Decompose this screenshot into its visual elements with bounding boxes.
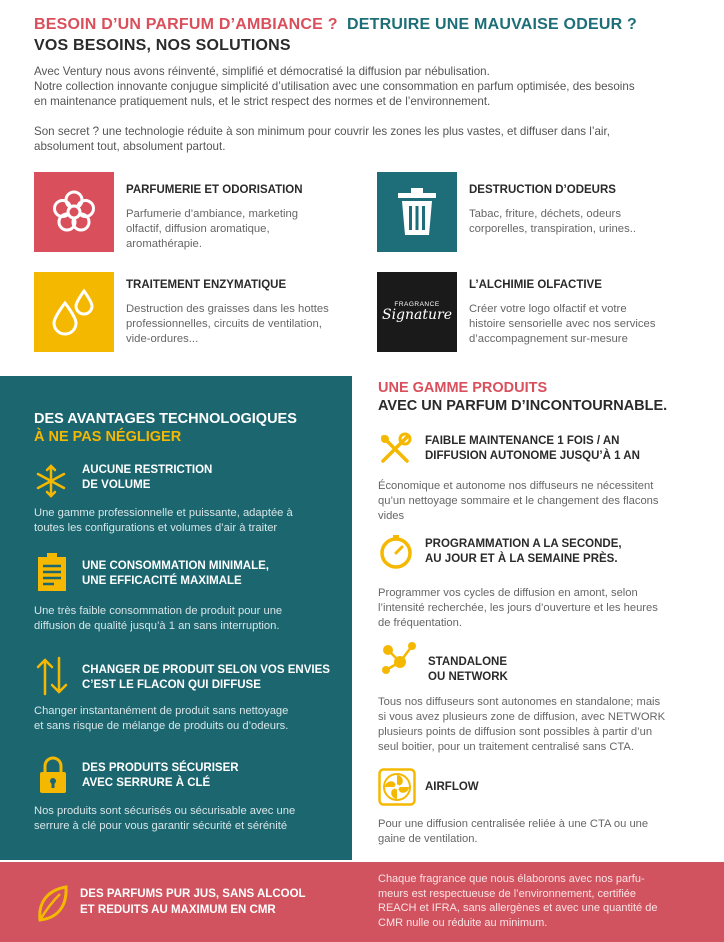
expand-arrows-icon <box>34 464 68 498</box>
timer-icon <box>378 534 414 570</box>
adv-lock-title: DES PRODUITS SÉCURISER AVEC SERRURE À CLÉ <box>82 762 239 789</box>
page-subtitle: VOS BESOINS, NOS SOLUTIONS <box>34 37 291 54</box>
battery-document-icon <box>36 552 68 592</box>
range-heading <box>378 379 667 415</box>
feature-enzymatic: TRAITEMENT ENZYMATIQUE Destruction des graisses dans les hottes professionnelles, circuits de ventilation, vide-ordures... <box>126 279 329 345</box>
tools-icon <box>378 432 412 466</box>
range-programming-title: PROGRAMMATION A LA SECONDE, AU JOUR ET À LA SEMAINE PRÈS. <box>425 538 622 565</box>
footer-banner <box>0 862 724 942</box>
feature-perfumery: PARFUMERIE ET ODORISATION Parfumerie d’ambiance, marketing olfactif, diffusion aromatique, aromathérapie. <box>126 184 303 250</box>
range-airflow-title: AIRFLOW <box>425 781 479 793</box>
adv-consumption-desc: Une très faible consommation de produit pour une diffusion de qualité jusqu’à 1 an sans interruption. <box>34 605 283 632</box>
range-network-desc: Tous nos diffuseurs sont autonomes en standalone; mais si vous avez plusieurs zone de diffusion, avec NETWORK plusieurs points de diffusion sont possibles à partir d’un seul boitier, pour un traitement centralisé sans CTA. <box>378 696 666 753</box>
range-subtitle: AVEC UN PARFUM D’INCONTOURNABLE. <box>378 398 668 414</box>
trash-icon-tile <box>377 172 457 252</box>
adv-change-desc: Changer instantanément de produit sans nettoyage et sans risque de mélange de produits ou d’odeurs. <box>34 705 289 732</box>
lock-icon <box>38 756 68 794</box>
network-icon <box>378 640 420 676</box>
flower-icon-tile <box>34 172 114 252</box>
advantages-title: DES AVANTAGES TECHNOLOGIQUES <box>34 411 297 427</box>
range-airflow-desc: Pour une diffusion centralisée reliée à une CTA ou une gaine de ventilation. <box>378 818 649 845</box>
swap-arrows-icon <box>34 656 70 696</box>
flower-icon <box>49 187 99 237</box>
fan-icon <box>378 768 416 806</box>
feature-odor-destruction: DESTRUCTION D’ODEURS Tabac, friture, déchets, odeurs corporelles, transpiration, urines.. <box>469 184 637 235</box>
title-part-1: BESOIN D’UN PARFUM D’AMBIANCE ? <box>34 16 338 33</box>
footer-desc: Chaque fragrance que nous élaborons avec nos parfu- meurs est respectueuse de l’environnement, certifiée REACH et IFRA, sans allergènes et avec une quantité de CMR nulle ou réduite au minimum. <box>378 873 658 929</box>
range-programming-desc: Programmer vos cycles de diffusion en amont, selon l’intensité recherchée, les jours d’ouverture et les heures de fréquentation. <box>378 587 658 629</box>
title-part-2: DETRUIRE UNE MAUVAISE ODEUR ? <box>346 16 637 33</box>
adv-volume-desc: Une gamme professionnelle et puissante, adaptée à toutes les configurations et volumes d’air à traiter <box>34 507 293 534</box>
fragrance-signature-logo <box>377 272 457 352</box>
drops-icon-tile <box>34 272 114 352</box>
footer-title: DES PARFUMS PUR JUS, SANS ALCOOL ET REDUITS AU MAXIMUM EN CMR <box>80 888 306 916</box>
adv-lock-desc: Nos produits sont sécurisés ou sécurisable avec une serrure à clé pour vous garantir sécurité et sérénité <box>34 805 296 832</box>
trash-icon <box>394 187 440 237</box>
advantages-subtitle: À NE PAS NÉGLIGER <box>34 429 182 445</box>
adv-change-title: CHANGER DE PRODUIT SELON VOS ENVIES C’EST LE FLACON QUI DIFFUSE <box>82 664 330 691</box>
logo-line-1: FRAGRANCE <box>394 301 440 308</box>
adv-volume-title: AUCUNE RESTRICTION DE VOLUME <box>82 464 213 491</box>
advantages-panel <box>0 376 352 860</box>
range-network-title: STANDALONE OU NETWORK <box>428 656 508 683</box>
intro-text: Avec Ventury nous avons réinventé, simplifié et démocratisé la diffusion par nébulisation. Notre collection innovante conjugue simplicité d’utilisation avec une consommation en parfum optimisée, des besoins en maintenance pratiquement nuls, et le strict respect des normes et de l’environnement. Son secret ? une technologie réduite à son minimum pour couvrir les zones les plus vastes, et diffuser dans l’air, absolument tout, absolument partout. <box>34 65 635 153</box>
range-maintenance-desc: Économique et autonome nos diffuseurs ne nécessitent qu’un nettoyage sommaire et le changement des flacons vides <box>378 480 659 522</box>
page-title <box>34 16 637 34</box>
adv-consumption-title: UNE CONSOMMATION MINIMALE, UNE EFFICACITÉ MAXIMALE <box>82 560 269 587</box>
logo-line-2: Signature <box>381 307 452 323</box>
drops-icon <box>49 287 99 337</box>
leaf-icon <box>34 884 70 922</box>
feature-olfactive-alchemy: L’ALCHIMIE OLFACTIVE Créer votre logo olfactif et votre histoire sensorielle avec nos services d’accompagnement sur-mesure <box>469 279 656 345</box>
range-title: UNE GAMME PRODUITS <box>378 380 548 396</box>
range-maintenance-title: FAIBLE MAINTENANCE 1 FOIS / AN DIFFUSION AUTONOME JUSQU’À 1 AN <box>425 435 640 462</box>
